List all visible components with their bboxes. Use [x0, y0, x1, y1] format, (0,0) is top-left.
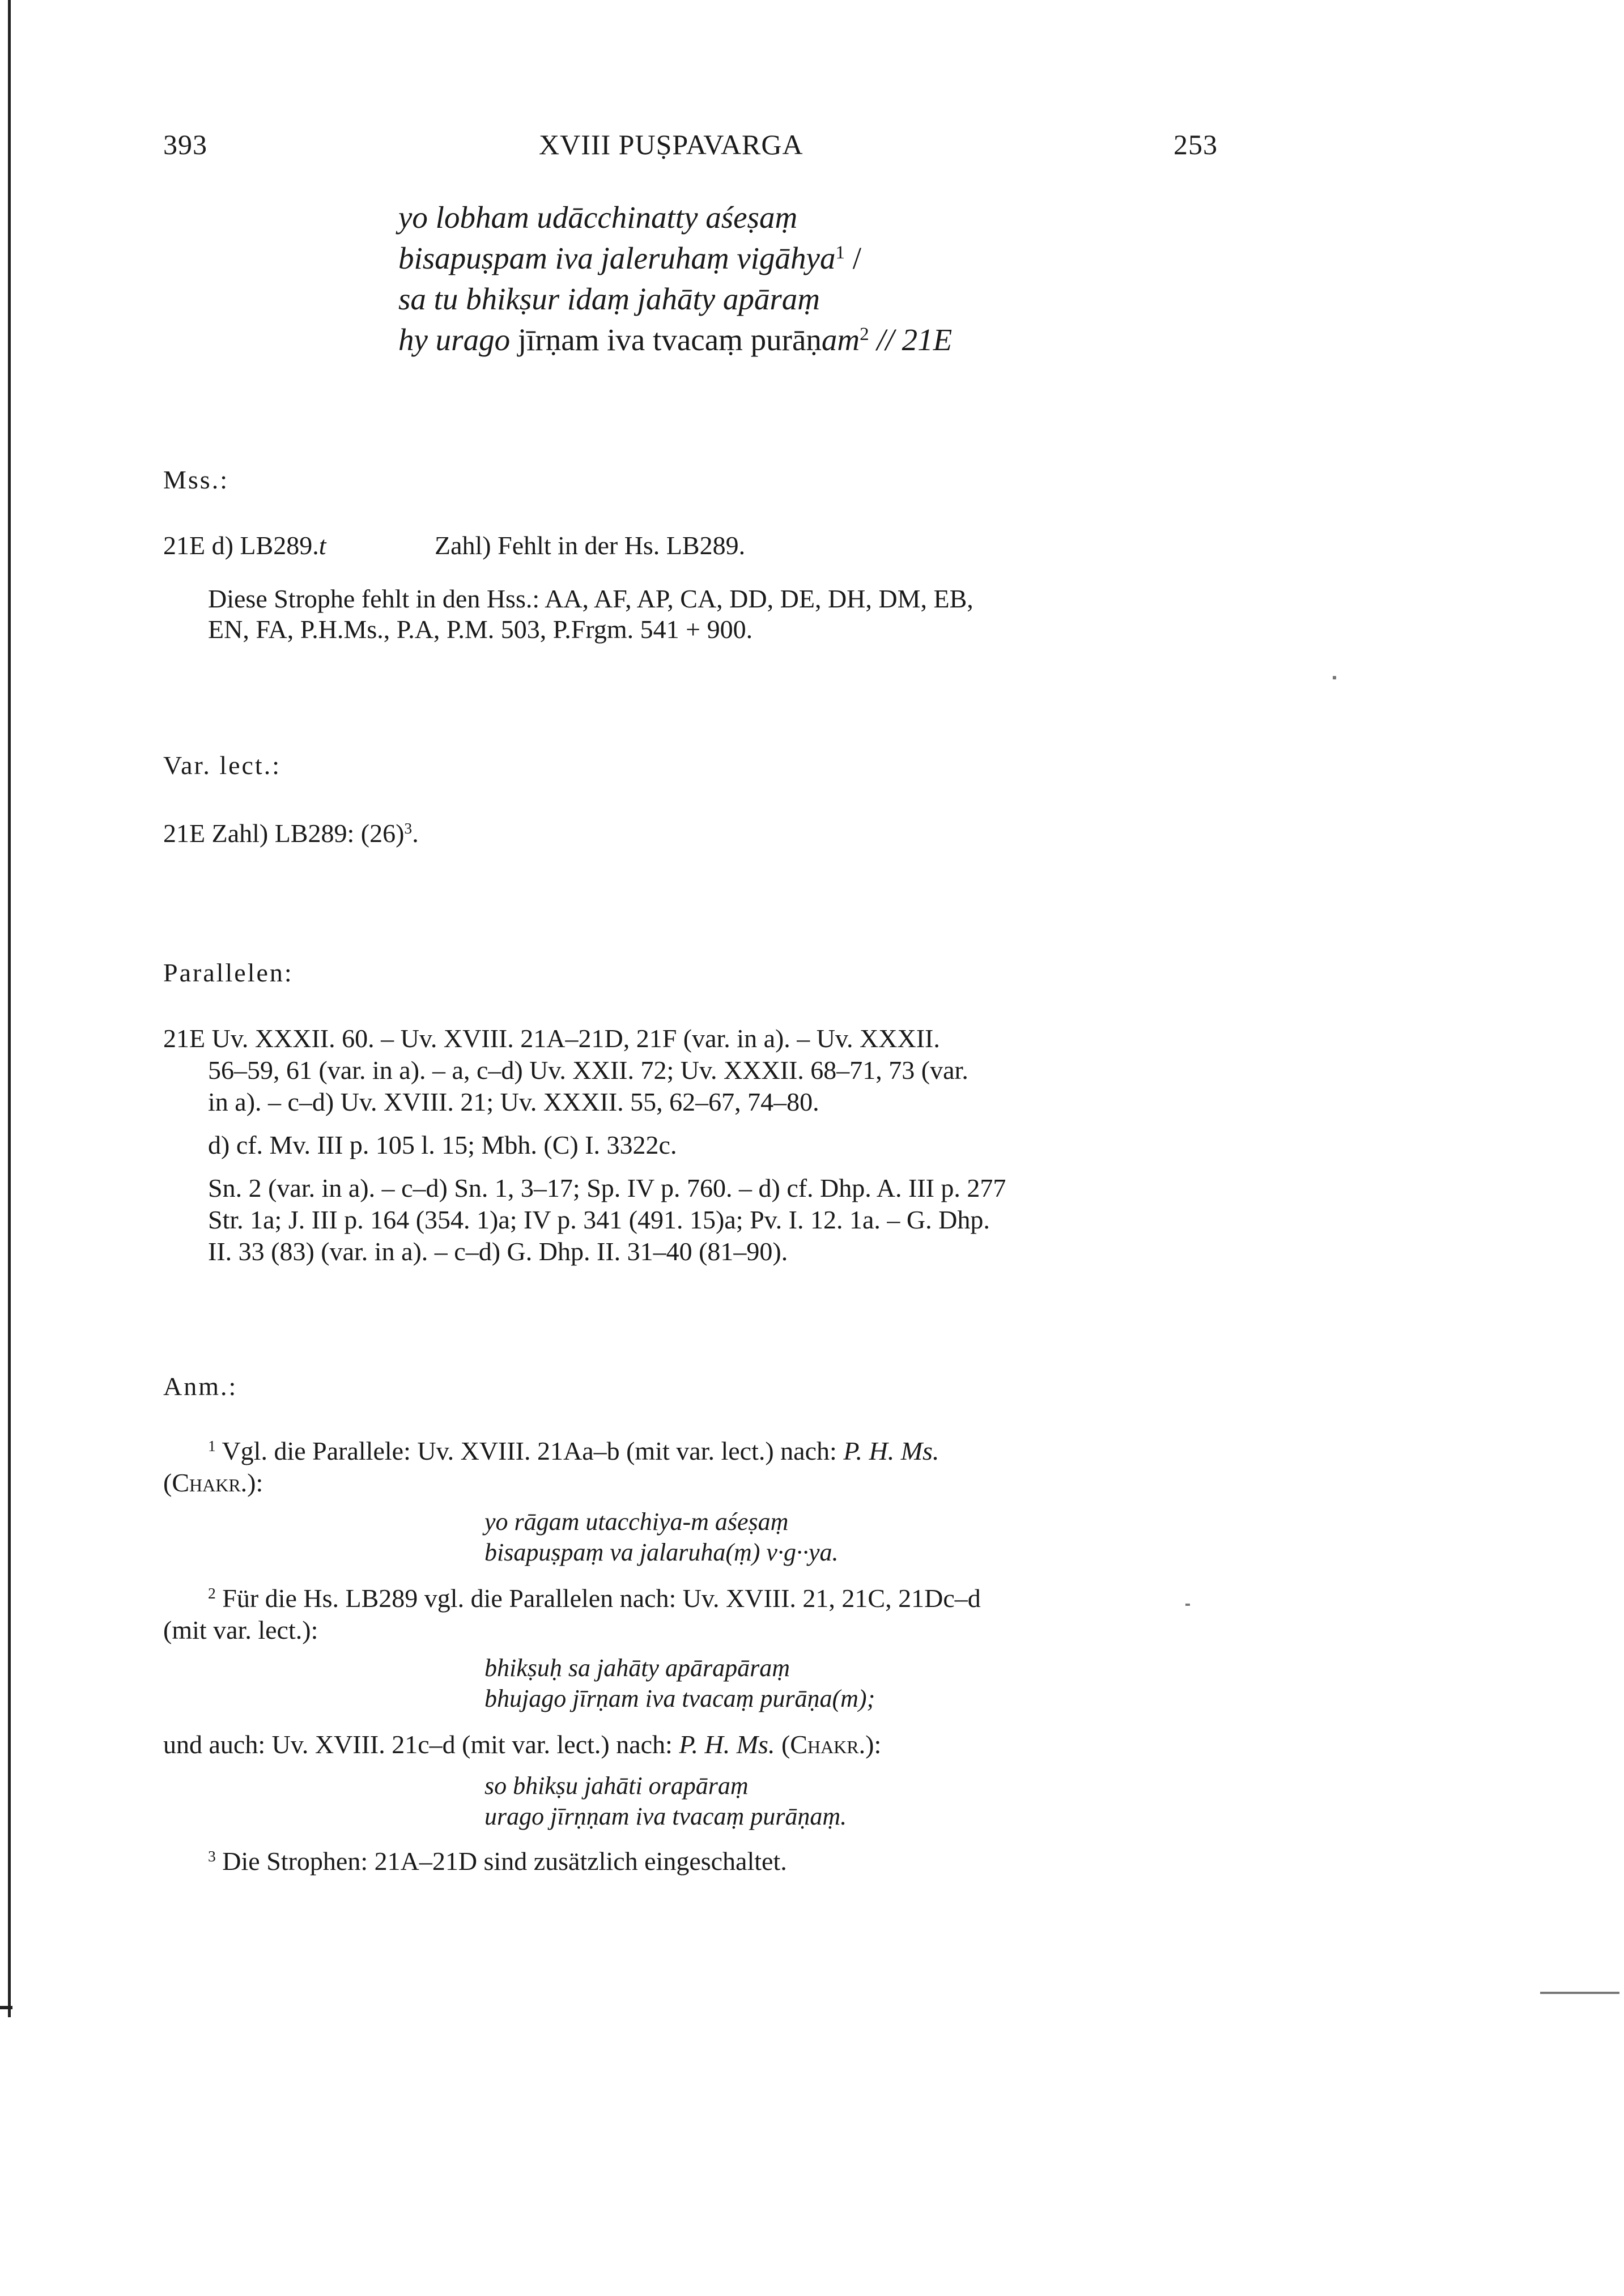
note-2-quote-1: bhikṣuḥ sa jahāty apārapāraṃ: [484, 1654, 790, 1682]
var-lect-entry-end: .: [412, 819, 419, 848]
mss-entry-ref-it: t: [318, 531, 326, 560]
note-2-line-1: [208, 1583, 981, 1613]
verse-line-4: [398, 322, 952, 358]
footnote-ref-3: 3: [404, 819, 413, 837]
verse-line-1: yo lobham udācchinatty aśeṣaṃ: [398, 200, 798, 235]
mss-entry-ref: [163, 530, 326, 560]
parallelen-p1-line-2: 56–59, 61 (var. in a). – a, c–d) Uv. XXII. 72; Uv. XXXII. 68–71, 73 (var.: [208, 1056, 968, 1085]
running-title: XVIII PUṢPAVARGA: [539, 129, 804, 160]
scan-margin-tick: [0, 2006, 12, 2009]
scan-speck: [1333, 676, 1336, 679]
var-lect-entry-text: 21E Zahl) LB289: (26): [163, 819, 405, 848]
page-number-right: 253: [1174, 129, 1218, 160]
verse-number: // 21E: [869, 322, 953, 357]
verse-line-2-text: bisapuṣpam iva jaleruhaṃ vigāhya: [398, 241, 836, 275]
note-1-quote-2: bisapuṣpaṃ va jalaruha(ṃ) v·g··ya.: [484, 1538, 839, 1566]
mss-entry-text: Zahl) Fehlt in der Hs. LB289.: [435, 531, 746, 560]
section-label-anm: Anm.:: [163, 1372, 238, 1401]
note-2-quote-4: urago jīrṇṇam iva tvacaṃ purāṇaṃ.: [484, 1802, 847, 1830]
note-1-quote-1: yo rāgam utacchiya-m aśeṣaṃ: [484, 1508, 789, 1536]
mss-entry-2-line-1: Diese Strophe fehlt in den Hss.: AA, AF, AP, CA, DD, DE, DH, DM, EB,: [208, 584, 973, 613]
note-2-number: 2: [208, 1584, 216, 1602]
parallelen-p1-line-3: in a). – c–d) Uv. XVIII. 21; Uv. XXXII. 55, 62–67, 74–80.: [208, 1087, 819, 1116]
verse-line-2: [398, 240, 861, 276]
note-2-line-3-end: (Chakr.):: [775, 1730, 882, 1759]
note-2-source: P. H. Ms.: [679, 1730, 775, 1759]
parallelen-p3-line-1: Sn. 2 (var. in a). – c–d) Sn. 1, 3–17; Sp. IV p. 760. – d) cf. Dhp. A. III p. 277: [208, 1173, 1006, 1202]
note-1-source: P. H. Ms.: [843, 1436, 939, 1465]
section-label-var-lect: Var. lect.:: [163, 751, 281, 780]
mss-entry-ref-text: 21E d) LB289.: [163, 531, 319, 560]
page-number-left: 393: [163, 129, 207, 160]
note-2-text: Für die Hs. LB289 vgl. die Parallelen nach: Uv. XVIII. 21, 21C, 21Dc–d: [215, 1584, 981, 1613]
scan-dash-mark: [1540, 1992, 1619, 1994]
verse-line-4-it: hy urago: [398, 322, 511, 357]
note-1-text: Vgl. die Parallele: Uv. XVIII. 21Aa–b (mit var. lect.) nach:: [215, 1436, 844, 1465]
footnote-ref-2: 2: [860, 324, 869, 345]
parallelen-p3-line-2: Str. 1a; J. III p. 164 (354. 1)a; IV p. 341 (491. 15)a; Pv. I. 12. 1a. – G. Dhp.: [208, 1205, 990, 1234]
note-2-quote-3: so bhikṣu jahāti orapāraṃ: [484, 1772, 749, 1800]
footnote-ref-1: 1: [835, 242, 845, 263]
parallelen-p3-line-3: II. 33 (83) (var. in a). – c–d) G. Dhp. II. 31–40 (81–90).: [208, 1237, 788, 1266]
note-2-line-3-text: und auch: Uv. XVIII. 21c–d (mit var. lect.) nach:: [163, 1730, 679, 1759]
scan-speck: [1185, 1604, 1190, 1606]
section-label-parallelen: Parallelen:: [163, 958, 294, 987]
verse-line-2-mark: /: [844, 241, 861, 275]
note-3-line-1: [208, 1846, 787, 1876]
note-2-line-3: [163, 1729, 881, 1759]
note-2-quote-2: bhujago jīrṇam iva tvacaṃ purāṇa(m);: [484, 1685, 875, 1712]
parallelen-p1-line-1: 21E Uv. XXXII. 60. – Uv. XVIII. 21A–21D, 21F (var. in a). – Uv. XXXII.: [163, 1024, 940, 1053]
note-3-text: Die Strophen: 21A–21D sind zusätzlich eingeschaltet.: [215, 1847, 787, 1876]
note-1-number: 1: [208, 1436, 216, 1455]
section-label-mss: Mss.:: [163, 465, 229, 494]
note-2-line-2: (mit var. lect.):: [163, 1615, 318, 1644]
scan-margin-line: [8, 0, 11, 2017]
note-1-line-1: [208, 1436, 939, 1466]
parallelen-p2: d) cf. Mv. III p. 105 l. 15; Mbh. (C) I. 3322c.: [208, 1130, 677, 1159]
mss-entry-2-line-2: EN, FA, P.H.Ms., P.A, P.M. 503, P.Frgm. 541 + 900.: [208, 615, 753, 644]
var-lect-entry: [163, 818, 419, 848]
note-1-line-2: (Chakr.):: [163, 1468, 263, 1497]
verse-line-4-it2: am: [821, 322, 860, 357]
note-3-number: 3: [208, 1847, 216, 1865]
verse-line-3: sa tu bhikṣur idaṃ jahāty apāraṃ: [398, 282, 820, 316]
verse-line-4-roman: jīrṇam iva tvacaṃ purāṇ: [510, 322, 822, 357]
